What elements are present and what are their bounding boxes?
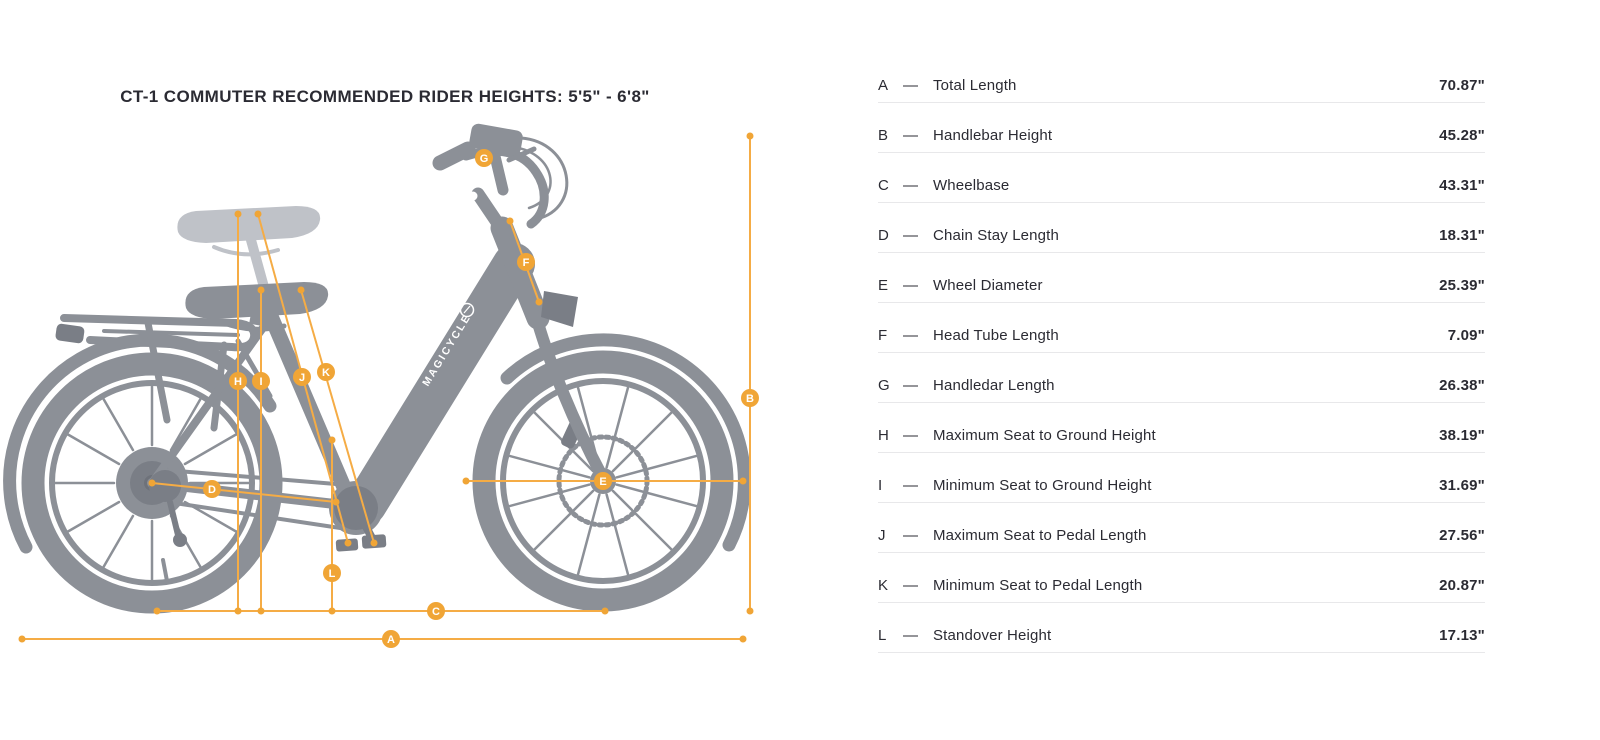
spec-label: Chain Stay Length [933, 227, 1059, 244]
spec-letter: B [878, 127, 889, 144]
svg-text:A: A [387, 634, 395, 646]
spec-separator: — [903, 527, 918, 544]
svg-text:J: J [298, 372, 306, 384]
saddle-raised [177, 206, 320, 243]
svg-text:D: D [208, 484, 216, 496]
spec-row-wheel-diameter [878, 253, 1485, 303]
marker-c [427, 602, 445, 620]
spec-letter: I [878, 477, 883, 494]
spec-letter: L [878, 627, 887, 644]
spec-separator: — [903, 77, 918, 94]
spec-separator: — [903, 327, 918, 344]
spec-value: 43.31" [1439, 177, 1485, 194]
spec-separator: — [903, 427, 918, 444]
spec-label: Handlebar Height [933, 127, 1053, 144]
spec-letter: E [878, 277, 889, 294]
spec-label: Wheelbase [933, 177, 1010, 194]
svg-text:B: B [746, 393, 754, 405]
svg-text:C: C [432, 606, 440, 618]
svg-text:G: G [479, 153, 489, 165]
marker-e [594, 472, 612, 490]
spec-label: Wheel Diameter [933, 277, 1043, 294]
spec-row-min-seat-to-ground [878, 453, 1485, 503]
spec-row-head-tube-length [878, 303, 1485, 353]
spec-label: Handledar Length [933, 377, 1055, 394]
marker-l [323, 564, 341, 582]
page-title: CT-1 COMMUTER RECOMMENDED RIDER HEIGHTS: 5'5" - 6'8" [120, 87, 650, 106]
marker-b [741, 389, 759, 407]
taillight [55, 323, 85, 344]
spec-row-wheelbase [878, 153, 1485, 203]
spec-separator: — [903, 227, 918, 244]
spec-value: 45.28" [1439, 127, 1485, 144]
spec-value: 70.87" [1439, 77, 1485, 94]
spec-value: 26.38" [1439, 377, 1485, 394]
spec-label: Minimum Seat to Ground Height [933, 477, 1152, 494]
spec-value: 17.13" [1439, 627, 1485, 644]
spec-letter: D [878, 227, 889, 244]
spec-label: Total Length [933, 77, 1017, 94]
spec-label: Head Tube Length [933, 327, 1059, 344]
marker-a [382, 630, 400, 648]
spec-row-total-length [878, 53, 1485, 103]
spec-separator: — [903, 277, 918, 294]
spec-letter: F [878, 327, 888, 344]
spec-letter: C [878, 177, 889, 194]
marker-h [229, 372, 247, 390]
spec-value: 25.39" [1439, 277, 1485, 294]
spec-value: 7.09" [1447, 327, 1485, 344]
spec-row-chain-stay-length [878, 203, 1485, 253]
marker-k [317, 363, 335, 381]
spec-letter: K [878, 577, 889, 594]
spec-value: 38.19" [1439, 427, 1485, 444]
marker-g [475, 149, 493, 167]
spec-letter: H [878, 427, 889, 444]
stem-riser [494, 152, 503, 190]
svg-text:L: L [328, 568, 336, 580]
stem-bolt-hole [469, 192, 478, 201]
svg-text:I: I [259, 376, 263, 388]
spec-separator: — [903, 177, 918, 194]
spec-row-handlebar-height [878, 103, 1485, 153]
spec-letter: J [878, 527, 886, 544]
spec-value: 18.31" [1439, 227, 1485, 244]
spec-separator: — [903, 377, 918, 394]
spec-row-max-seat-to-pedal [878, 503, 1485, 553]
svg-text:E: E [599, 476, 607, 488]
svg-text:H: H [234, 376, 242, 388]
marker-d [203, 480, 221, 498]
spec-separator: — [903, 127, 918, 144]
spec-label: Minimum Seat to Pedal Length [933, 577, 1143, 594]
svg-text:K: K [322, 367, 330, 379]
spec-letter: A [878, 77, 889, 94]
spec-letter: G [878, 377, 890, 394]
marker-i [252, 372, 270, 390]
spec-value: 31.69" [1439, 477, 1485, 494]
spec-table [878, 53, 1485, 653]
valve-stem [163, 560, 167, 581]
spec-label: Maximum Seat to Ground Height [933, 427, 1156, 444]
spec-row-handlebar-length [878, 353, 1485, 403]
spec-value: 27.56" [1439, 527, 1485, 544]
spec-label: Maximum Seat to Pedal Length [933, 527, 1147, 544]
brand-name: MAGICYCLE [420, 311, 474, 389]
spec-separator: — [903, 627, 918, 644]
spec-label: Standover Height [933, 627, 1052, 644]
marker-j [293, 368, 311, 386]
marker-f [517, 253, 535, 271]
grip [440, 149, 468, 163]
spec-separator: — [903, 477, 918, 494]
spec-row-max-seat-to-ground [878, 403, 1485, 453]
spec-row-min-seat-to-pedal [878, 553, 1485, 603]
svg-text:F: F [522, 257, 530, 269]
spec-separator: — [903, 577, 918, 594]
spec-row-standover-height [878, 603, 1485, 653]
spec-value: 20.87" [1439, 577, 1485, 594]
